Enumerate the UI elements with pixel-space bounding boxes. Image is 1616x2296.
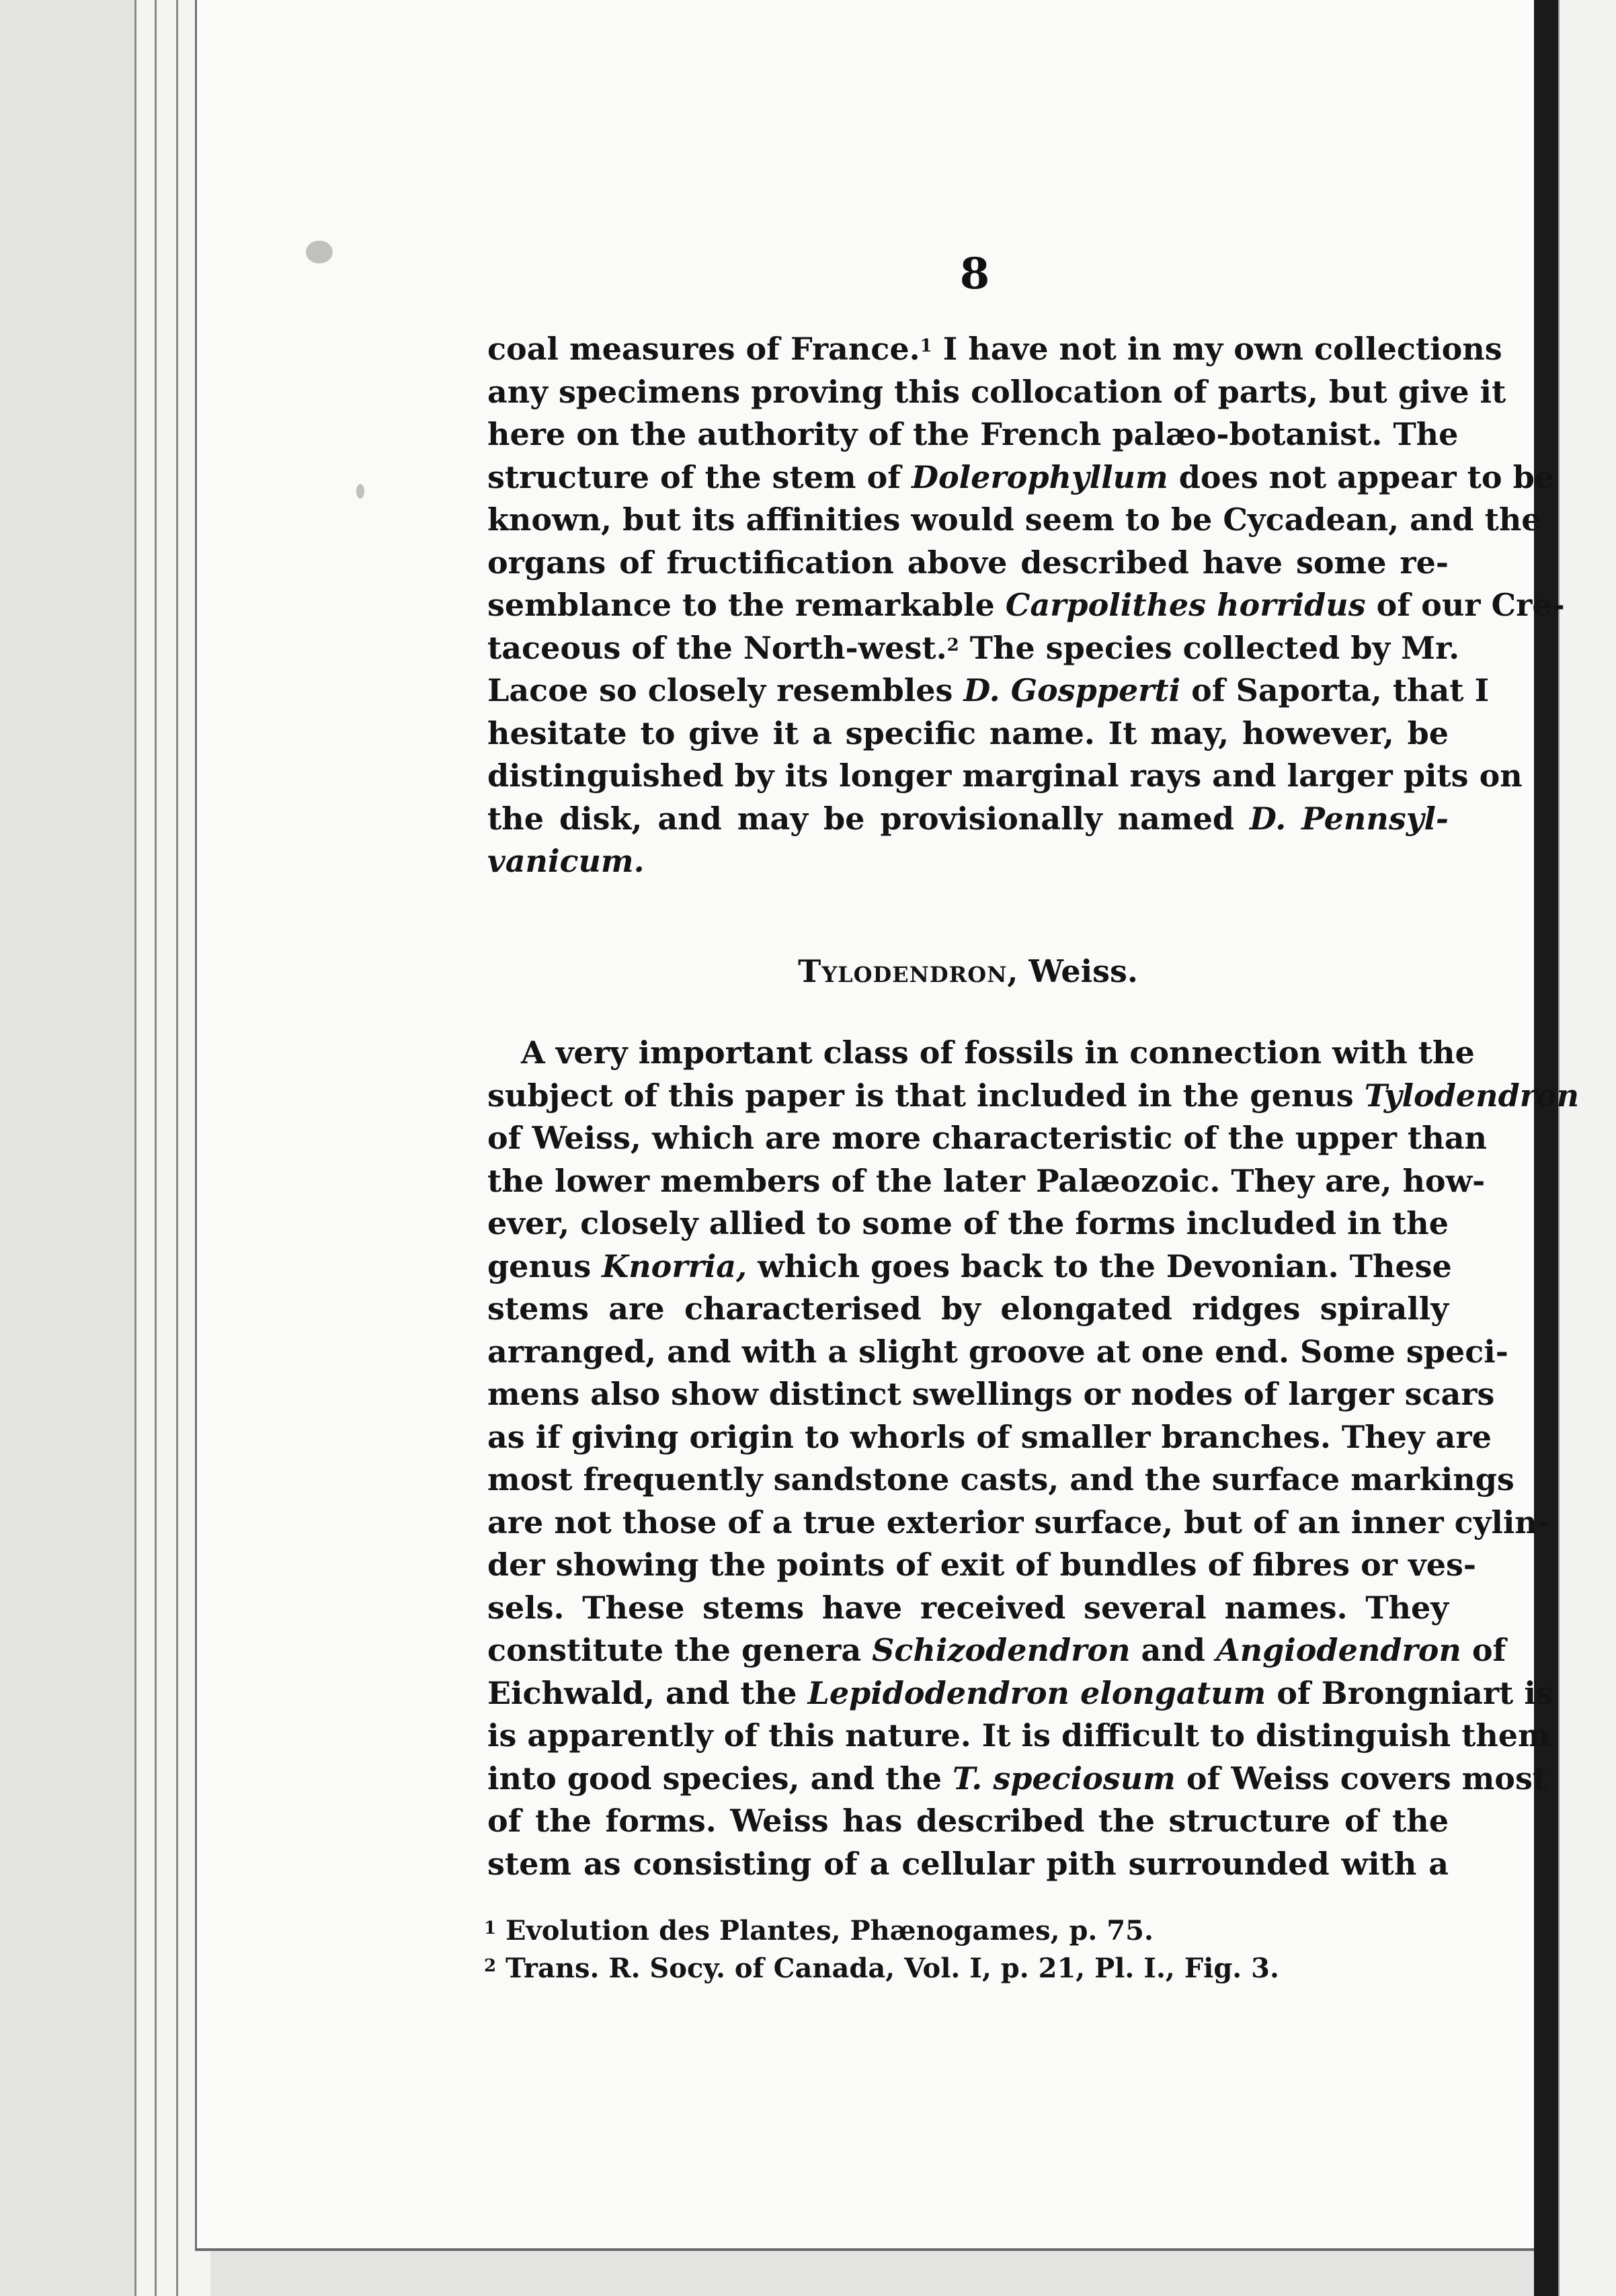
text-run: Lacoe so closely resembles: [487, 672, 964, 708]
text-run: of our Cre-: [1365, 587, 1565, 623]
text-run: of the forms. Weiss has described the structure of the: [487, 1803, 1449, 1839]
text-line: [487, 1160, 1486, 1203]
text-run: mens also show distinct swellings or nodes of larger scars: [487, 1376, 1495, 1412]
text-run: Trans. R. Socy. of Canada, Vol. I, p. 21, Pl. I., Fig. 3.: [496, 1953, 1279, 1984]
text-run: into good species, and the: [487, 1760, 953, 1797]
heading-author: , Weiss.: [1007, 953, 1138, 989]
text-run: here on the authority of the French palæo-botanist. The: [487, 416, 1459, 452]
text-line: [487, 456, 1554, 499]
text-run: I have not in my own collections: [932, 331, 1502, 367]
text-line: [487, 840, 1449, 883]
paragraph-1: [487, 328, 1565, 883]
italic-term: Knorria,: [602, 1247, 748, 1284]
text-line: [487, 627, 1460, 670]
text-line: [487, 584, 1565, 627]
heading-genus-name: Tylodendron: [798, 953, 1008, 989]
text-run: stems are characterised by elongated ridges spirally: [487, 1290, 1449, 1327]
scan-speck: [356, 484, 364, 499]
next-page-edge: [1558, 0, 1616, 2296]
italic-term: D. Pennsyl-: [1250, 800, 1449, 837]
text-line: [487, 371, 1506, 414]
text-run: of: [1461, 1632, 1506, 1668]
book-binding-edge: [1534, 0, 1558, 2296]
text-line: [487, 1758, 1547, 1801]
text-run: is apparently of this nature. It is difficult to distinguish them: [487, 1717, 1551, 1754]
text-run: organs of fructification above described have some re-: [487, 544, 1449, 581]
text-run: der showing the points of exit of bundles of fibres or ves-: [487, 1547, 1476, 1583]
text-run: genus: [487, 1247, 602, 1284]
text-run: distinguished by its longer marginal rays and larger pits on: [487, 757, 1523, 794]
text-run: of Weiss covers most: [1175, 1760, 1547, 1797]
text-line: [487, 499, 1541, 542]
text-run: arranged, and with a slight groove at one end. Some speci-: [487, 1333, 1508, 1370]
text-line: [487, 1075, 1580, 1118]
paragraph-2: [487, 1032, 1580, 1885]
text-line: [487, 413, 1459, 456]
page-number: 8: [959, 249, 990, 299]
text-run: sels. These stems have received several names. They: [487, 1589, 1449, 1626]
text-line: [487, 1715, 1551, 1758]
italic-term: Carpolithes horridus: [1005, 587, 1366, 623]
text-run: A very important class of fossils in connection with the: [521, 1034, 1475, 1071]
scan-speck: [306, 241, 333, 263]
footnote-marker: 1: [920, 336, 932, 356]
text-run: as if giving origin to whorls of smaller branches. They are: [487, 1418, 1492, 1455]
text-run: stem as consisting of a cellular pith surrounded with a: [487, 1845, 1449, 1882]
italic-term: Angiodendron: [1215, 1632, 1461, 1668]
text-run: semblance to the remarkable: [487, 587, 1006, 623]
footnote-marker: 2: [484, 1956, 497, 1976]
text-run: any specimens proving this collocation of parts, but give it: [487, 373, 1506, 410]
text-run: and: [1130, 1632, 1216, 1668]
text-line: [487, 755, 1523, 798]
section-heading: [487, 953, 1449, 989]
text-run: known, but its affinities would seem to be Cycadean, and the: [487, 501, 1541, 538]
text-line: [487, 798, 1449, 841]
text-line: [487, 1843, 1449, 1886]
text-line: [487, 1416, 1492, 1459]
footnote-line: [484, 1912, 1445, 1950]
text-run: Eichwald, and the: [487, 1674, 808, 1711]
text-line: [487, 712, 1449, 755]
text-line: [487, 1629, 1506, 1672]
text-line: [487, 1544, 1476, 1587]
text-line: [487, 1800, 1449, 1843]
text-line: [487, 1672, 1553, 1715]
text-run: structure of the stem of: [487, 458, 912, 495]
text-run: ever, closely allied to some of the forms included in the: [487, 1205, 1449, 1241]
text-run: Evolution des Plantes, Phænogames, p. 75.: [496, 1915, 1154, 1946]
text-run: taceous of the North-west.: [487, 629, 947, 666]
italic-term: Lepidodendron elongatum: [807, 1674, 1266, 1711]
footnote-line: [484, 1950, 1445, 1987]
italic-term: Tylodendron: [1364, 1077, 1580, 1114]
text-line: [487, 1032, 1475, 1075]
text-line: [487, 1459, 1514, 1502]
text-line: [487, 1202, 1449, 1245]
text-run: most frequently sandstone casts, and the surface markings: [487, 1461, 1514, 1498]
text-run: hesitate to give it a specific name. It may, however, be: [487, 714, 1449, 751]
text-run: the lower members of the later Palæozoic. They are, how-: [487, 1162, 1486, 1199]
text-line: [487, 1373, 1495, 1416]
text-line: [487, 669, 1490, 712]
footnote-marker: 2: [946, 634, 959, 655]
text-line: [487, 1587, 1449, 1630]
text-run: the disk, and may be provisionally named: [487, 800, 1250, 837]
text-run: of Weiss, which are more characteristic of the upper than: [487, 1120, 1488, 1156]
text-run: The species collected by Mr.: [959, 629, 1460, 666]
italic-term: Schizodendron: [872, 1632, 1131, 1668]
italic-term: Dolerophyllum: [912, 458, 1168, 495]
text-run: constitute the genera: [487, 1632, 873, 1668]
text-run: are not those of a true exterior surface, but of an inner cylin-: [487, 1504, 1550, 1541]
italic-term: vanicum.: [487, 843, 645, 879]
text-line: [487, 1288, 1449, 1331]
italic-term: T. speciosum: [952, 1760, 1176, 1797]
text-line: [487, 1245, 1452, 1288]
text-line: [487, 542, 1449, 585]
text-run: subject of this paper is that included in the genus: [487, 1077, 1365, 1114]
text-line: [487, 1117, 1488, 1160]
text-line: [487, 1502, 1550, 1545]
text-run: does not appear to be: [1168, 458, 1554, 495]
text-run: which goes back to the Devonian. These: [747, 1247, 1452, 1284]
text-line: [487, 328, 1502, 371]
italic-term: D. Gospperti: [963, 672, 1181, 708]
text-run: of Brongniart is: [1266, 1674, 1553, 1711]
footnote-marker: 1: [484, 1918, 497, 1938]
text-run: of Saporta, that I: [1180, 672, 1490, 708]
text-line: [487, 1331, 1508, 1374]
text-run: coal measures of France.: [487, 331, 920, 367]
footnotes: [484, 1912, 1445, 1987]
